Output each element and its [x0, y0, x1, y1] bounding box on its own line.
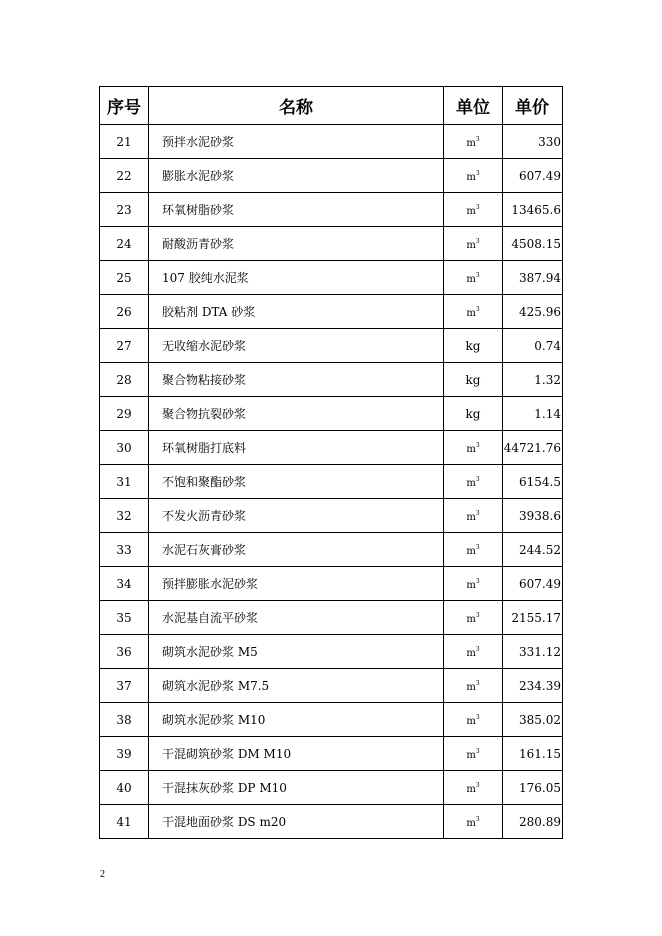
unit-superscript: 3	[475, 305, 480, 313]
table-row	[100, 125, 563, 159]
table-row	[100, 737, 563, 771]
row-name: 干混地面砂浆 DS m20	[149, 805, 444, 839]
row-unit	[444, 771, 503, 805]
table-row	[100, 159, 563, 193]
unit-base: m	[466, 749, 476, 761]
row-price: 607.49	[503, 159, 563, 193]
price-table	[99, 86, 563, 839]
unit-base: m	[466, 239, 476, 251]
row-name: 预拌水泥砂浆	[149, 125, 444, 159]
row-name: 环氧树脂砂浆	[149, 193, 444, 227]
table-row	[100, 703, 563, 737]
table-row	[100, 295, 563, 329]
row-unit	[444, 261, 503, 295]
header-unit: 单位	[444, 87, 503, 125]
row-no: 22	[100, 159, 149, 193]
unit-base: m	[466, 205, 476, 217]
unit-superscript: 3	[475, 713, 480, 721]
page-number: 2	[100, 869, 105, 880]
row-unit	[444, 601, 503, 635]
unit-superscript: 3	[475, 747, 480, 755]
header-name: 名称	[149, 87, 444, 125]
unit-base: m	[466, 817, 476, 829]
row-unit	[444, 295, 503, 329]
row-price: 44721.76	[503, 431, 563, 465]
unit-superscript: 3	[475, 271, 480, 279]
row-unit	[444, 499, 503, 533]
header-no: 序号	[100, 87, 149, 125]
row-no: 25	[100, 261, 149, 295]
table-row	[100, 431, 563, 465]
unit-base: m	[466, 647, 476, 659]
table-row	[100, 329, 563, 363]
row-name: 干混抹灰砂浆 DP M10	[149, 771, 444, 805]
unit-superscript: 3	[475, 577, 480, 585]
row-name: 107 胶纯水泥浆	[149, 261, 444, 295]
unit-superscript: 3	[475, 781, 480, 789]
table-row	[100, 669, 563, 703]
row-unit	[444, 227, 503, 261]
unit-base: m	[466, 171, 476, 183]
table-row	[100, 261, 563, 295]
table-row	[100, 601, 563, 635]
unit-base: m	[466, 443, 476, 455]
row-name: 耐酸沥青砂浆	[149, 227, 444, 261]
unit-superscript: 3	[475, 203, 480, 211]
row-name: 聚合物抗裂砂浆	[149, 397, 444, 431]
row-price: 280.89	[503, 805, 563, 839]
unit-superscript: 3	[475, 611, 480, 619]
row-name: 干混砌筑砂浆 DM M10	[149, 737, 444, 771]
row-price: 4508.15	[503, 227, 563, 261]
unit-base: kg	[465, 372, 481, 387]
unit-superscript: 3	[475, 509, 480, 517]
row-no: 32	[100, 499, 149, 533]
row-price: 3938.6	[503, 499, 563, 533]
unit-superscript: 3	[475, 475, 480, 483]
unit-base: m	[466, 545, 476, 557]
row-price: 13465.6	[503, 193, 563, 227]
unit-superscript: 3	[475, 237, 480, 245]
table-row	[100, 499, 563, 533]
row-unit	[444, 465, 503, 499]
unit-base: m	[466, 715, 476, 727]
row-no: 41	[100, 805, 149, 839]
row-price: 161.15	[503, 737, 563, 771]
unit-superscript: 3	[475, 441, 480, 449]
row-unit	[444, 193, 503, 227]
row-unit	[444, 159, 503, 193]
row-price: 176.05	[503, 771, 563, 805]
unit-base: m	[466, 681, 476, 693]
row-no: 29	[100, 397, 149, 431]
table-header-row	[100, 87, 563, 125]
unit-superscript: 3	[475, 169, 480, 177]
row-no: 35	[100, 601, 149, 635]
row-unit	[444, 329, 503, 363]
row-price: 2155.17	[503, 601, 563, 635]
row-name: 砌筑水泥砂浆 M10	[149, 703, 444, 737]
unit-base: m	[466, 477, 476, 489]
row-name: 聚合物粘接砂浆	[149, 363, 444, 397]
row-unit	[444, 635, 503, 669]
row-no: 26	[100, 295, 149, 329]
row-price: 331.12	[503, 635, 563, 669]
unit-superscript: 3	[475, 815, 480, 823]
row-price: 6154.5	[503, 465, 563, 499]
row-no: 38	[100, 703, 149, 737]
row-no: 30	[100, 431, 149, 465]
table-row	[100, 193, 563, 227]
row-price: 607.49	[503, 567, 563, 601]
row-no: 39	[100, 737, 149, 771]
row-no: 31	[100, 465, 149, 499]
table-row	[100, 567, 563, 601]
row-unit	[444, 703, 503, 737]
row-no: 23	[100, 193, 149, 227]
table-row	[100, 805, 563, 839]
table-row	[100, 771, 563, 805]
row-no: 40	[100, 771, 149, 805]
row-no: 37	[100, 669, 149, 703]
row-unit	[444, 363, 503, 397]
row-no: 36	[100, 635, 149, 669]
row-unit	[444, 533, 503, 567]
row-price: 330	[503, 125, 563, 159]
row-name: 砌筑水泥砂浆 M7.5	[149, 669, 444, 703]
unit-base: m	[466, 783, 476, 795]
row-no: 34	[100, 567, 149, 601]
row-unit	[444, 431, 503, 465]
row-no: 21	[100, 125, 149, 159]
unit-superscript: 3	[475, 135, 480, 143]
unit-base: m	[466, 613, 476, 625]
row-price: 0.74	[503, 329, 563, 363]
unit-superscript: 3	[475, 679, 480, 687]
row-name: 水泥基自流平砂浆	[149, 601, 444, 635]
table-row	[100, 397, 563, 431]
row-unit	[444, 669, 503, 703]
unit-base: kg	[465, 338, 481, 353]
unit-base: m	[466, 579, 476, 591]
row-name: 预拌膨胀水泥砂浆	[149, 567, 444, 601]
row-price: 1.14	[503, 397, 563, 431]
row-name: 膨胀水泥砂浆	[149, 159, 444, 193]
row-name: 水泥石灰膏砂浆	[149, 533, 444, 567]
row-no: 33	[100, 533, 149, 567]
row-name: 无收缩水泥砂浆	[149, 329, 444, 363]
row-name: 不发火沥青砂浆	[149, 499, 444, 533]
row-price: 1.32	[503, 363, 563, 397]
row-price: 244.52	[503, 533, 563, 567]
row-unit	[444, 805, 503, 839]
row-price: 385.02	[503, 703, 563, 737]
unit-base: m	[466, 137, 476, 149]
row-no: 27	[100, 329, 149, 363]
row-unit	[444, 567, 503, 601]
row-name: 砌筑水泥砂浆 M5	[149, 635, 444, 669]
row-unit	[444, 125, 503, 159]
row-price: 234.39	[503, 669, 563, 703]
unit-base: m	[466, 307, 476, 319]
row-price: 387.94	[503, 261, 563, 295]
row-name: 不饱和聚酯砂浆	[149, 465, 444, 499]
table-row	[100, 533, 563, 567]
table-row	[100, 227, 563, 261]
row-name: 环氧树脂打底料	[149, 431, 444, 465]
row-unit	[444, 397, 503, 431]
header-price: 单价	[503, 87, 563, 125]
table-row	[100, 363, 563, 397]
unit-base: m	[466, 273, 476, 285]
row-no: 28	[100, 363, 149, 397]
table-row	[100, 465, 563, 499]
row-name: 胶粘剂 DTA 砂浆	[149, 295, 444, 329]
unit-superscript: 3	[475, 543, 480, 551]
row-unit	[444, 737, 503, 771]
unit-base: kg	[465, 406, 481, 421]
row-price: 425.96	[503, 295, 563, 329]
unit-superscript: 3	[475, 645, 480, 653]
table-row	[100, 635, 563, 669]
row-no: 24	[100, 227, 149, 261]
unit-base: m	[466, 511, 476, 523]
